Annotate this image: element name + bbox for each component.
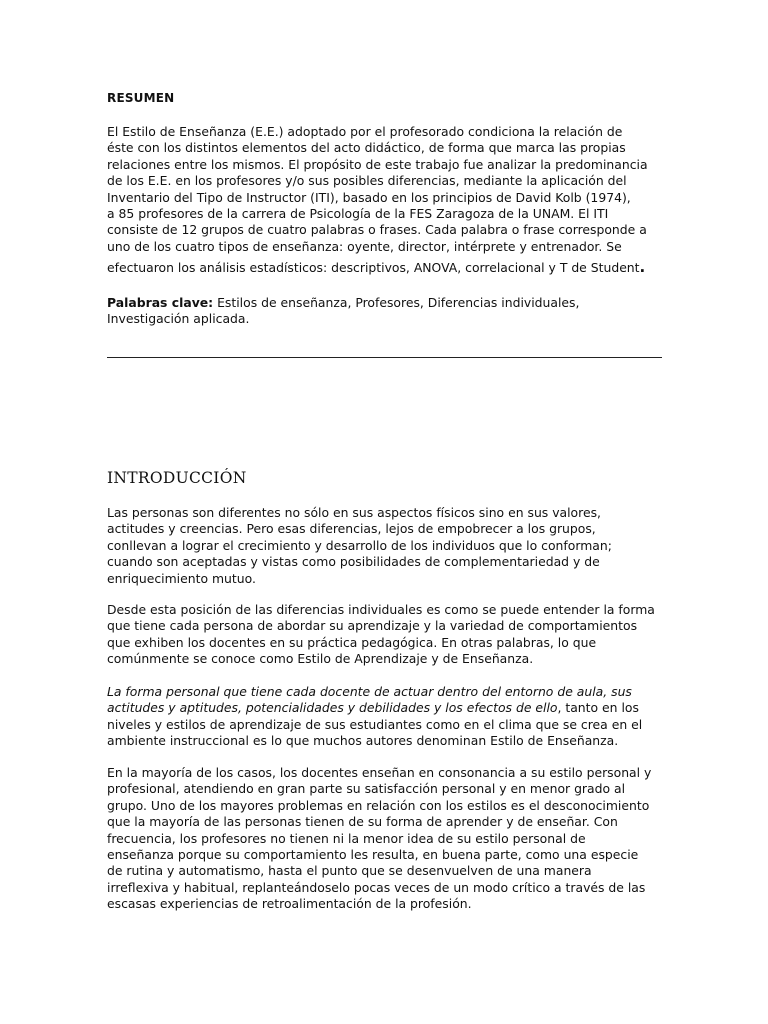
intro-paragraph-4 xyxy=(107,765,667,913)
text-line: enriquecimiento mutuo. xyxy=(107,570,256,586)
text-line: efectuaron los análisis estadísticos: descriptivos, ANOVA, correlacional y T de Student xyxy=(107,260,640,275)
keywords-paragraph xyxy=(107,295,667,328)
text-line: El Estilo de Enseñanza (E.E.) adoptado por el profesorado condiciona la relación de xyxy=(107,124,623,139)
resumen-heading: RESUMEN xyxy=(107,91,175,105)
text-line: niveles y estilos de aprendizaje de sus estudiantes como en el clima que se crea en el xyxy=(107,716,643,732)
period-mark: . xyxy=(639,258,646,276)
text-line: Las personas son diferentes no sólo en sus aspectos físicos sino en sus valores, xyxy=(107,505,601,520)
text-line: En la mayoría de los casos, los docentes enseñan en consonancia a su estilo personal y xyxy=(107,765,652,780)
text-line: cuando son aceptadas y vistas como posibilidades de complementariedad y de xyxy=(107,554,600,570)
text-line: Desde esta posición de las diferencias individuales es como se puede entender la forma xyxy=(107,602,655,617)
text-line: que tiene cada persona de abordar su aprendizaje y la variedad de comportamientos xyxy=(107,618,638,634)
keywords-list: Estilos de enseñanza, Profesores, Diferencias individuales, xyxy=(213,295,580,310)
text-line: ambiente instruccional es lo que muchos autores denominan Estilo de Enseñanza. xyxy=(107,733,619,749)
text-line: consiste de 12 grupos de cuatro palabras o frases. Cada palabra o frase corresponde a xyxy=(107,222,647,238)
text-line: comúnmente se conoce como Estilo de Aprendizaje y de Enseñanza. xyxy=(107,651,534,667)
text-line: irreflexiva y habitual, replanteándoselo pocas veces de un modo crítico a través de las xyxy=(107,879,646,895)
text-line: uno de los cuatro tipos de enseñanza: oyente, director, intérprete y entrenador. Se xyxy=(107,238,622,254)
text-line: actitudes y creencias. Pero esas diferencias, lejos de empobrecer a los grupos, xyxy=(107,521,596,537)
italic-text: actitudes y aptitudes, potencialidades y debilidades y los efectos de ello xyxy=(107,700,558,716)
text-line: grupo. Uno de los mayores problemas en relación con los estilos es el desconocimiento xyxy=(107,797,650,813)
section-divider xyxy=(107,357,662,358)
text-line: profesional, atendiendo en gran parte su satisfacción personal y en menor grado al xyxy=(107,781,626,797)
resumen-last-line xyxy=(107,259,645,276)
keywords-label: Palabras clave: xyxy=(107,295,214,310)
intro-paragraph-2 xyxy=(107,602,667,668)
text-line xyxy=(107,295,667,311)
text-line: de rutina y automatismo, hasta el punto que se desenvuelven de una manera xyxy=(107,863,592,879)
introduccion-heading: INTRODUCCIÓN xyxy=(107,469,247,487)
text-line: enseñanza porque su comportamiento les resulta, en buena parte, como una especie xyxy=(107,847,639,863)
text-line: que exhiben los docentes en su práctica pedagógica. En otras palabras, lo que xyxy=(107,634,597,650)
text-line: escasas experiencias de retroalimentación de la profesión. xyxy=(107,896,472,912)
text-line: éste con los distintos elementos del acto didáctico, de forma que marca las propias xyxy=(107,140,626,156)
text-line: que la mayoría de las personas tienen de su forma de aprender y de enseñar. Con xyxy=(107,814,618,830)
plain-text: , tanto en los xyxy=(557,700,639,716)
intro-paragraph-1 xyxy=(107,505,667,587)
text-line xyxy=(107,700,667,716)
text-line: frecuencia, los profesores no tienen ni la menor idea de su estilo personal de xyxy=(107,830,586,846)
text-line: Investigación aplicada. xyxy=(107,311,250,327)
text-line: conllevan a lograr el crecimiento y desarrollo de los individuos que lo conforman; xyxy=(107,537,612,553)
text-line: a 85 profesores de la carrera de Psicología de la FES Zaragoza de la UNAM. El ITI xyxy=(107,206,609,222)
intro-paragraph-3 xyxy=(107,684,667,750)
text-line: de los E.E. en los profesores y/o sus posibles diferencias, mediante la aplicación del xyxy=(107,173,627,189)
resumen-paragraph xyxy=(107,124,667,255)
text-line: La forma personal que tiene cada docente de actuar dentro del entorno de aula, sus xyxy=(107,684,632,699)
text-line: Inventario del Tipo de Instructor (ITI), basado en los principios de David Kolb (1974), xyxy=(107,189,631,205)
text-line: relaciones entre los mismos. El propósito de este trabajo fue analizar la predominancia xyxy=(107,156,648,172)
